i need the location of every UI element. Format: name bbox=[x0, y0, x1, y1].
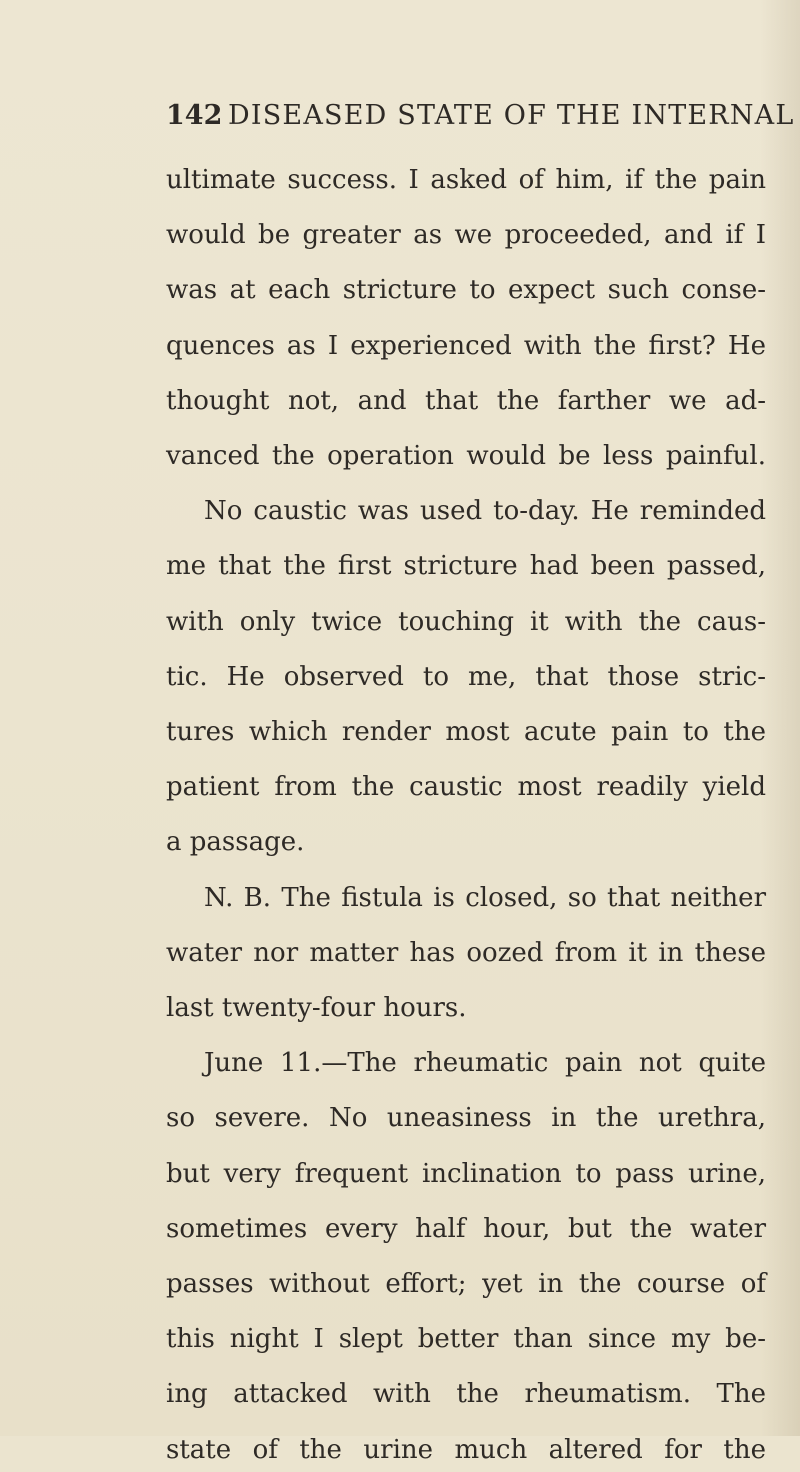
running-head bbox=[166, 96, 795, 136]
text-line: a passage. bbox=[166, 827, 305, 858]
text-line: ultimate success. I asked of him, if the pain bbox=[166, 165, 766, 195]
text-line: me that the first stricture had been passed, bbox=[166, 551, 766, 582]
text-line: vanced the operation would be less painful. bbox=[166, 441, 766, 471]
text-line: was at each stricture to expect such conse- bbox=[166, 275, 766, 306]
text-line: with only twice touching it with the caus- bbox=[166, 606, 766, 637]
text-line: quences as I experienced with the first? He bbox=[166, 330, 766, 361]
text-line: would be greater as we proceeded, and if I bbox=[166, 220, 766, 251]
text-line: water nor matter has oozed from it in these bbox=[166, 937, 766, 968]
page-number: 142 bbox=[166, 100, 223, 131]
text-line: last twenty-four hours. bbox=[166, 993, 467, 1023]
text-line: tic. He observed to me, that those stric- bbox=[166, 661, 766, 692]
text-line: but very frequent inclination to pass urine, bbox=[166, 1158, 766, 1189]
text-line: patient from the caustic most readily yield bbox=[166, 772, 766, 803]
text-line: thought not, and that the farther we ad- bbox=[166, 385, 766, 416]
text-line: ing attacked with the rheumatism. The bbox=[166, 1379, 766, 1410]
text-line: No caustic was used to-day. He reminded bbox=[204, 496, 766, 527]
text-line: tures which render most acute pain to the bbox=[166, 717, 766, 747]
running-title: DISEASED STATE OF THE INTERNAL bbox=[228, 100, 795, 131]
text-line: June 11.—The rheumatic pain not quite bbox=[204, 1048, 766, 1079]
text-line: N. B. The fistula is closed, so that neither bbox=[204, 882, 766, 913]
text-line: this night I slept better than since my be- bbox=[166, 1324, 766, 1355]
text-line: state of the urine much altered for the bbox=[166, 1434, 766, 1465]
text-line: so severe. No uneasiness in the urethra, bbox=[166, 1103, 766, 1134]
text-line: passes without effort; yet in the course of bbox=[166, 1269, 766, 1299]
text-line: sometimes every half hour, but the water bbox=[166, 1213, 766, 1244]
